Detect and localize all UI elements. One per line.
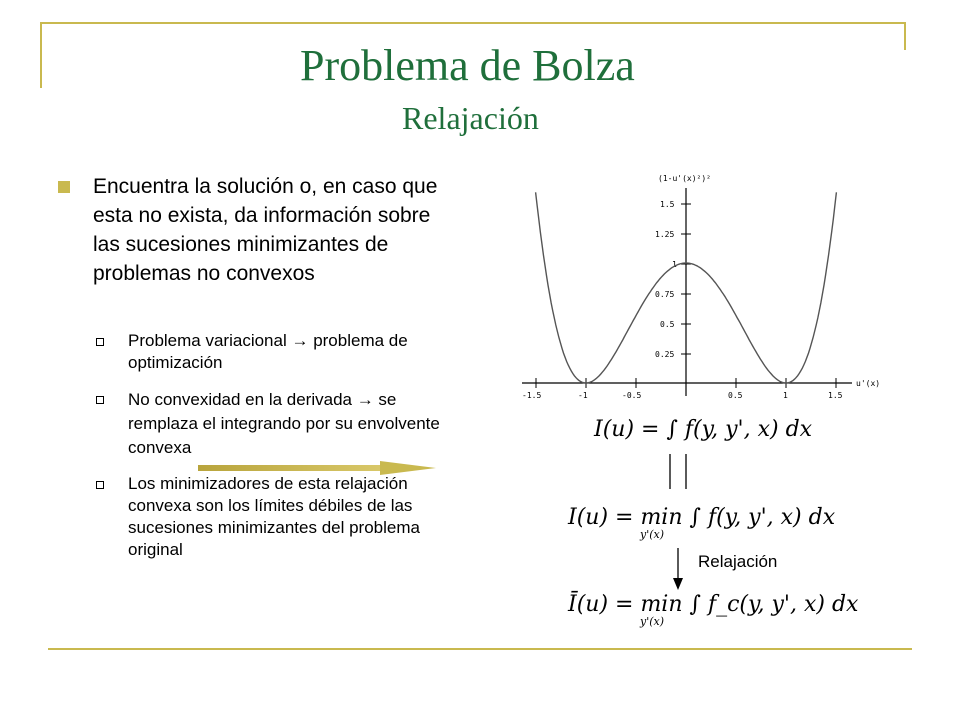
relaxation-label: Relajación (698, 552, 778, 571)
slide-subtitle: Relajación (402, 100, 539, 136)
equation-min-subscript: y'(x) (640, 528, 665, 541)
x-tick-label: 0.5 (728, 391, 743, 400)
sub-bullet-text-2: No convexidad en la derivada → se remplaza el integrando por su envolvente convexa (128, 390, 440, 457)
equation-min: I(u) = min ∫ f(y, y', x) dx (568, 505, 836, 530)
sub-bullet-text-3: Los minimizadores de esta relajación convexa son los límites débiles de las sucesiones minimizantes del problema original (128, 474, 420, 559)
slide-title: Problema de Bolza (300, 41, 635, 90)
x-tick-label: -1.5 (522, 391, 542, 400)
x-tick-label: 1 (783, 391, 788, 400)
highlight-arrow (198, 461, 436, 475)
x-tick-label: -1 (578, 391, 588, 400)
plot-x-label: u'(x) (856, 379, 881, 388)
y-tick-label: 0.5 (660, 320, 675, 329)
y-tick-label: 0.25 (655, 350, 675, 359)
y-tick-label: 1.5 (660, 200, 675, 209)
plot-y-label: (1-u'(x)²)² (658, 174, 711, 183)
x-tick-label: -0.5 (622, 391, 642, 400)
equation-original: I(u) = ∫ f(y, y', x) dx (594, 417, 813, 442)
x-tick-label: 1.5 (828, 391, 843, 400)
equation-relaxed-subscript: y'(x) (640, 615, 665, 628)
y-tick-label: 1.25 (655, 230, 675, 239)
relaxation-arrow (673, 548, 683, 590)
sub-bullet-text-1: Problema variacional → problema de optimización (128, 331, 408, 372)
y-tick-label: 1 (672, 260, 677, 269)
y-tick-label: 0.75 (655, 290, 675, 299)
equation-relaxed: Ī(u) = min ∫ f_c(y, y', x) dx (568, 592, 859, 617)
main-bullet-text: Encuentra la solución o, en caso que esta no exista, da información sobre las sucesiones minimizantes de problemas no convexos (93, 175, 438, 285)
